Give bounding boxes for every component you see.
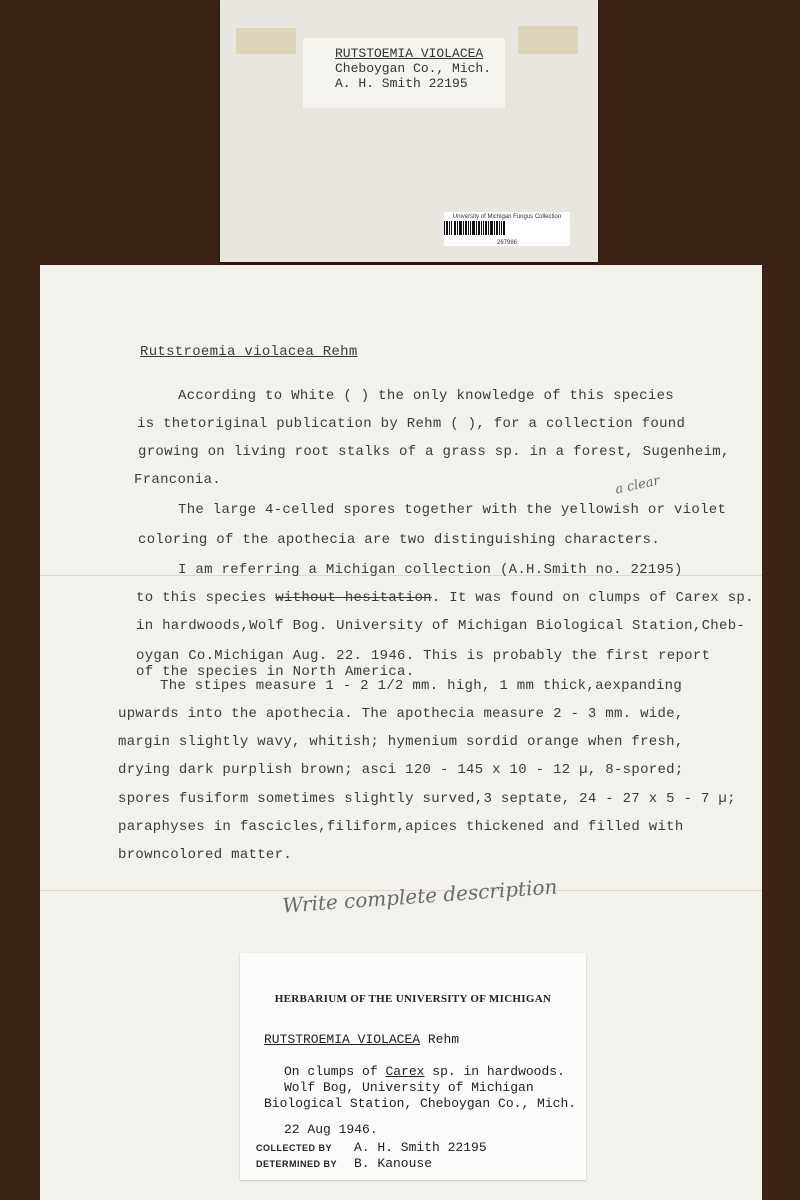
handwritten-insert: a clear [613,473,662,498]
packet-locality: Cheboygan Co., Mich. [335,61,492,76]
letter-text: to this species [136,590,267,606]
letter-heading: Rutstroemia violacea Rehm [140,344,358,360]
letter-text: . It was found on clumps of Carex sp. [431,590,754,606]
letter-line: The large 4-celled spores together with the yellowish or violet [178,502,727,518]
locality-text: On clumps of [284,1064,378,1079]
determined-by-label: DETERMINED BY [256,1159,338,1169]
letter-line: The stipes measure 1 - 2 1/2 mm. high, 1 mm thick,aexpanding [160,678,683,694]
letter-line: upwards into the apothecia. The apothecia measure 2 - 3 mm. wide, [118,706,684,722]
taxon-authority: Rehm [427,1032,460,1047]
handwritten-note: Write complete description [281,874,559,918]
collection-date: 22 Aug 1946. [284,1122,378,1137]
taxon-name: RUTSTROEMIA VIOLACEA [264,1032,421,1047]
collected-by: A. H. Smith 22195 [354,1140,487,1155]
locality-line: Wolf Bog, University of Michigan [284,1080,534,1095]
letter-line: margin slightly wavy, whitish; hymenium sordid orange when fresh, [118,734,684,750]
struck-text: without hesitation [275,590,432,606]
letter-line: of the species in North America. [136,664,415,680]
herbarium-label [240,953,586,1180]
letter-line: browncolored matter. [118,847,293,863]
letter-line: I am referring a Michigan collection (A.H.Smith no. 22195) [178,562,683,578]
letter-line: Franconia. [134,472,222,488]
determined-by: B. Kanouse [354,1156,433,1171]
locality-line: Biological Station, Cheboygan Co., Mich. [264,1096,577,1111]
letter-line [136,590,754,606]
letter-line: is thetoriginal publication by Rehm ( ), for a collection found [137,416,686,432]
letter-line: spores fusiform sometimes slightly surved,3 septate, 24 - 27 x 5 - 7 µ; [118,791,736,807]
barcode-label [444,212,570,246]
letter-line: According to White ( ) the only knowledge of this species [178,388,674,404]
taxon-line [264,1032,459,1047]
locality-text: sp. in hardwoods. [432,1064,565,1079]
letter-line: oygan Co.Michigan Aug. 22. 1946. This is probably the first report [136,648,711,664]
tape-left [236,28,296,54]
tape-right [518,26,578,54]
letter-line: paraphyses in fascicles,filiform,apices thickened and filled with [118,819,684,835]
letter-line: in hardwoods,Wolf Bog. University of Michigan Biological Station,Cheb- [136,618,746,634]
barcode-number: 267986 [496,240,518,246]
barcode-icon [444,221,506,235]
institution-name: HERBARIUM OF THE UNIVERSITY OF MICHIGAN [274,993,552,1005]
letter-line: growing on living root stalks of a grass sp. in a forest, Sugenheim, [138,444,730,460]
collected-by-label: COLLECTED BY [256,1143,333,1153]
packet-label [303,38,505,108]
packet-taxon: RUTSTOEMIA VIOLACEA [335,46,484,61]
locality-line [284,1064,565,1079]
packet-collector: A. H. Smith 22195 [335,76,468,91]
letter-line: coloring of the apothecia are two distinguishing characters. [138,532,661,548]
letter-line: drying dark purplish brown; asci 120 - 145 x 10 - 12 µ, 8-spored; [118,762,684,778]
host-name: Carex [385,1064,425,1079]
barcode-title: University of Michigan Fungus Collection [452,214,562,220]
